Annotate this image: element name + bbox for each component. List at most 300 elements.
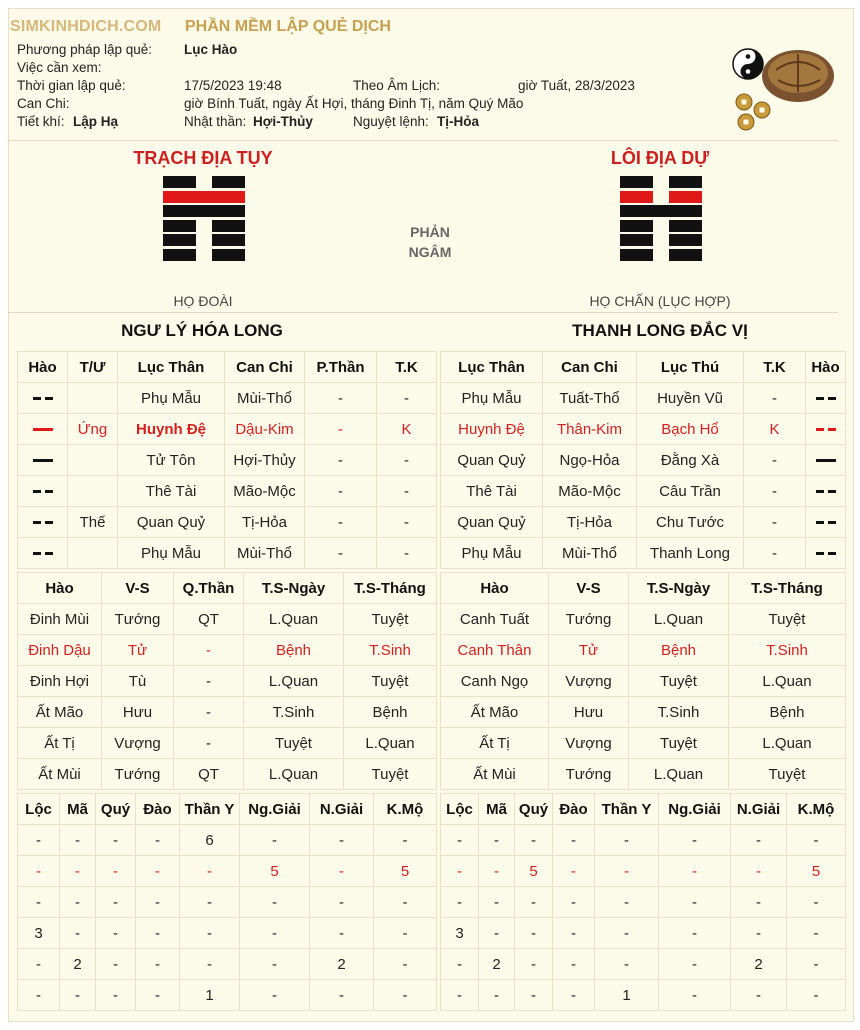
column-header: Lộc: [18, 794, 60, 825]
yin-line-icon: [33, 490, 53, 493]
table-row: [18, 759, 437, 790]
hexagram-line-yin: [620, 249, 702, 261]
table-cell: Tuyệt: [244, 728, 344, 759]
table-row: [18, 949, 437, 980]
table-cell: -: [96, 887, 136, 918]
table-cell: -: [180, 887, 240, 918]
relation-line-1: PHẢN: [410, 224, 450, 240]
column-header: Q.Thần: [174, 573, 244, 604]
table-cell: Tướng: [549, 604, 629, 635]
column-header: Hào: [18, 573, 102, 604]
table-cell: -: [96, 980, 136, 1011]
table-cell: Bệnh: [729, 697, 846, 728]
table-cell: -: [659, 887, 731, 918]
table-cell: -: [515, 918, 553, 949]
table-cell: -: [240, 825, 310, 856]
table-cell: Tuất-Thổ: [543, 383, 637, 414]
table-cell: Ất Mùi: [441, 759, 549, 790]
table-row: [441, 759, 846, 790]
table-cell: Mão-Mộc: [225, 476, 305, 507]
table-cell: L.Quan: [729, 728, 846, 759]
table-cell: -: [174, 635, 244, 666]
right-strength-table: [440, 572, 846, 790]
table-cell: Vượng: [549, 666, 629, 697]
table-cell: -: [659, 856, 731, 887]
hexagram-line-yang: [163, 205, 245, 217]
table-row: [18, 604, 437, 635]
table-cell: -: [310, 856, 374, 887]
left-star-header-row: [18, 794, 437, 825]
table-cell: -: [479, 887, 515, 918]
table-cell: -: [553, 887, 595, 918]
table-cell: -: [744, 507, 806, 538]
hexagram-line-yang: [163, 191, 245, 203]
table-row: [441, 414, 846, 445]
table-cell: -: [180, 856, 240, 887]
table-cell: Vượng: [549, 728, 629, 759]
table-cell: Tù: [102, 666, 174, 697]
table-cell: -: [305, 476, 377, 507]
column-header: Can Chi: [225, 352, 305, 383]
table-cell: L.Quan: [244, 604, 344, 635]
column-header: Mã: [479, 794, 515, 825]
table-cell: -: [240, 918, 310, 949]
table-cell: -: [374, 887, 437, 918]
table-cell: [18, 476, 68, 507]
column-header: T.S-Tháng: [344, 573, 437, 604]
hexagram-divider: [8, 312, 838, 313]
table-row: [441, 476, 846, 507]
table-cell: Canh Ngọ: [441, 666, 549, 697]
table-cell: -: [60, 856, 96, 887]
yin-line-icon: [816, 521, 836, 524]
table-cell: L.Quan: [729, 666, 846, 697]
table-cell: -: [595, 856, 659, 887]
table-cell: T.Sinh: [344, 635, 437, 666]
table-cell: Vượng: [102, 728, 174, 759]
table-row: [441, 507, 846, 538]
yang-line-segment: [620, 205, 702, 217]
table-cell: -: [515, 887, 553, 918]
yin-line-segment: [212, 249, 245, 261]
table-cell: 2: [60, 949, 96, 980]
table-cell: Tử Tôn: [118, 445, 225, 476]
table-cell: -: [479, 856, 515, 887]
relation-line-2: NGÂM: [408, 244, 452, 260]
table-cell: Quan Quỷ: [441, 507, 543, 538]
right-hao-header-row: [441, 352, 846, 383]
yin-line-segment: [620, 249, 653, 261]
table-cell: [806, 476, 846, 507]
table-cell: -: [553, 980, 595, 1011]
table-cell: Tuyệt: [344, 759, 437, 790]
table-cell: 5: [515, 856, 553, 887]
yin-line-segment: [669, 234, 702, 246]
changed-hexagram-name: LÔI ĐỊA DỰ: [610, 148, 710, 168]
column-header: Lục Thân: [118, 352, 225, 383]
hexagram-line-yin: [163, 176, 245, 188]
table-cell: Tị-Hỏa: [543, 507, 637, 538]
table-row: [441, 949, 846, 980]
table-cell: -: [441, 825, 479, 856]
column-header: Quý: [96, 794, 136, 825]
table-cell: L.Quan: [629, 604, 729, 635]
table-cell: K: [377, 414, 437, 445]
table-cell: -: [377, 507, 437, 538]
column-header: Đào: [136, 794, 180, 825]
table-cell: -: [731, 918, 787, 949]
table-cell: 3: [441, 918, 479, 949]
table-cell: -: [441, 949, 479, 980]
table-cell: Tuyệt: [629, 728, 729, 759]
table-row: [441, 825, 846, 856]
table-cell: -: [787, 825, 846, 856]
table-cell: Ngọ-Hỏa: [543, 445, 637, 476]
table-cell: Ất Mão: [441, 697, 549, 728]
table-row: [441, 887, 846, 918]
left-strength-table: [17, 572, 437, 790]
table-cell: 3: [18, 918, 60, 949]
table-cell: Câu Trần: [637, 476, 744, 507]
yin-line-segment: [163, 220, 196, 232]
table-cell: -: [96, 918, 136, 949]
table-cell: -: [377, 538, 437, 569]
table-cell: -: [441, 856, 479, 887]
table-cell: Quan Quỷ: [441, 445, 543, 476]
table-cell: -: [60, 825, 96, 856]
main-hexagram-diagram: [163, 176, 245, 286]
table-cell: 6: [180, 825, 240, 856]
column-header: Ng.Giải: [240, 794, 310, 825]
table-cell: Tử: [549, 635, 629, 666]
table-cell: Tướng: [102, 604, 174, 635]
table-row: [18, 887, 437, 918]
table-cell: -: [595, 918, 659, 949]
table-cell: -: [174, 728, 244, 759]
table-cell: -: [136, 918, 180, 949]
table-cell: -: [731, 825, 787, 856]
table-cell: -: [744, 383, 806, 414]
yin-line-segment: [163, 234, 196, 246]
table-cell: -: [479, 980, 515, 1011]
table-cell: Tuyệt: [344, 666, 437, 697]
yin-line-segment: [620, 234, 653, 246]
yin-line-icon: [816, 490, 836, 493]
canchi-label: Can Chi:: [17, 96, 70, 111]
column-header: Quý: [515, 794, 553, 825]
table-cell: -: [659, 825, 731, 856]
table-cell: Tướng: [102, 759, 174, 790]
yin-line-segment: [163, 176, 196, 188]
table-cell: -: [441, 887, 479, 918]
table-cell: -: [96, 949, 136, 980]
table-cell: -: [515, 825, 553, 856]
column-header: V-S: [549, 573, 629, 604]
table-cell: -: [305, 383, 377, 414]
table-cell: Mùi-Thổ: [225, 538, 305, 569]
table-cell: -: [180, 949, 240, 980]
table-cell: Đinh Mùi: [18, 604, 102, 635]
yin-line-segment: [212, 220, 245, 232]
table-cell: 5: [787, 856, 846, 887]
table-cell: -: [479, 918, 515, 949]
table-cell: -: [310, 918, 374, 949]
table-cell: -: [240, 949, 310, 980]
column-header: Hào: [18, 352, 68, 383]
table-row: [441, 728, 846, 759]
table-cell: -: [595, 825, 659, 856]
table-cell: Hợi-Thủy: [225, 445, 305, 476]
column-header: Lục Thân: [441, 352, 543, 383]
tietkhi-value: Lập Hạ: [73, 114, 119, 129]
table-row: [18, 538, 437, 569]
table-cell: L.Quan: [244, 666, 344, 697]
method-value: Lục Hào: [184, 42, 238, 57]
table-row: [18, 856, 437, 887]
table-cell: Canh Tuất: [441, 604, 549, 635]
right-hao-table: [440, 351, 846, 569]
table-row: [441, 445, 846, 476]
table-cell: T.Sinh: [244, 697, 344, 728]
relation-label: [380, 222, 480, 262]
table-cell: -: [174, 666, 244, 697]
yin-line-segment: [620, 176, 653, 188]
table-row: [18, 918, 437, 949]
table-cell: Phụ Mẫu: [441, 538, 543, 569]
table-cell: Tuyệt: [729, 604, 846, 635]
table-cell: T.Sinh: [729, 635, 846, 666]
left-subtitle: NGƯ LÝ HÓA LONG: [121, 321, 283, 340]
table-cell: -: [731, 980, 787, 1011]
table-cell: -: [180, 918, 240, 949]
matter-label: Việc cần xem:: [17, 60, 102, 75]
time-label: Thời gian lập quẻ:: [17, 78, 126, 93]
tietkhi-label: Tiết khí:: [17, 114, 65, 129]
table-cell: -: [515, 980, 553, 1011]
table-row: [18, 728, 437, 759]
column-header: K.Mộ: [787, 794, 846, 825]
table-cell: 5: [240, 856, 310, 887]
table-cell: -: [377, 445, 437, 476]
table-row: [441, 980, 846, 1011]
table-cell: Tuyệt: [729, 759, 846, 790]
table-cell: Dậu-Kim: [225, 414, 305, 445]
table-cell: -: [731, 887, 787, 918]
table-row: [441, 697, 846, 728]
yin-line-icon: [33, 552, 53, 555]
table-cell: -: [787, 949, 846, 980]
table-row: [18, 697, 437, 728]
table-cell: [806, 414, 846, 445]
table-cell: Mão-Mộc: [543, 476, 637, 507]
table-cell: Ất Mão: [18, 697, 102, 728]
table-cell: -: [377, 383, 437, 414]
table-cell: Thân-Kim: [543, 414, 637, 445]
table-cell: -: [60, 887, 96, 918]
table-cell: -: [744, 445, 806, 476]
hexagram-line-yin: [163, 234, 245, 246]
left-strength-header-row: [18, 573, 437, 604]
table-cell: 2: [310, 949, 374, 980]
table-cell: -: [479, 825, 515, 856]
table-cell: Tuyệt: [344, 604, 437, 635]
table-row: [18, 414, 437, 445]
table-cell: -: [744, 476, 806, 507]
table-row: [441, 918, 846, 949]
yin-line-segment: [620, 220, 653, 232]
table-cell: Bạch Hổ: [637, 414, 744, 445]
table-cell: -: [374, 825, 437, 856]
hexagram-line-yin: [620, 234, 702, 246]
yang-line-segment: [163, 205, 245, 217]
table-cell: 5: [374, 856, 437, 887]
table-cell: L.Quan: [344, 728, 437, 759]
table-cell: Thế: [68, 507, 118, 538]
table-cell: -: [18, 949, 60, 980]
table-cell: -: [377, 476, 437, 507]
yin-line-segment: [212, 234, 245, 246]
app-title: PHẦN MỀM LẬP QUẺ DỊCH: [185, 18, 391, 35]
yin-line-segment: [212, 176, 245, 188]
table-row: [18, 666, 437, 697]
changed-hexagram-house: HỌ CHẤN (LỤC HỢP): [589, 293, 731, 309]
table-cell: 1: [180, 980, 240, 1011]
left-hao-header-row: [18, 352, 437, 383]
table-cell: -: [659, 949, 731, 980]
brand-link[interactable]: SIMKINHDICH.COM: [10, 18, 162, 35]
table-cell: Bệnh: [244, 635, 344, 666]
column-header: Lộc: [441, 794, 479, 825]
table-row: [18, 980, 437, 1011]
table-cell: -: [18, 856, 60, 887]
right-star-table: [440, 793, 846, 1011]
table-cell: -: [595, 949, 659, 980]
table-cell: Chu Tước: [637, 507, 744, 538]
yang-line-icon: [33, 459, 53, 462]
table-cell: [68, 476, 118, 507]
table-cell: T.Sinh: [629, 697, 729, 728]
table-cell: [18, 445, 68, 476]
table-cell: [68, 383, 118, 414]
table-cell: [18, 538, 68, 569]
yin-line-segment: [669, 249, 702, 261]
table-cell: Đinh Hợi: [18, 666, 102, 697]
hexagram-line-yin: [163, 220, 245, 232]
table-cell: [68, 445, 118, 476]
column-header: T.K: [377, 352, 437, 383]
yin-line-icon: [816, 552, 836, 555]
column-header: Hào: [441, 573, 549, 604]
table-row: [18, 635, 437, 666]
changed-hexagram-diagram: [620, 176, 702, 286]
yin-line-segment: [669, 220, 702, 232]
table-cell: Thê Tài: [118, 476, 225, 507]
table-row: [441, 383, 846, 414]
time-value: 17/5/2023 19:48: [184, 78, 282, 93]
table-cell: QT: [174, 759, 244, 790]
column-header: V-S: [102, 573, 174, 604]
table-cell: -: [310, 887, 374, 918]
column-header: Ng.Giải: [659, 794, 731, 825]
table-cell: [806, 507, 846, 538]
table-cell: Ất Tị: [441, 728, 549, 759]
table-row: [441, 666, 846, 697]
column-header: T.S-Ngày: [244, 573, 344, 604]
table-cell: Huyền Vũ: [637, 383, 744, 414]
table-cell: -: [515, 949, 553, 980]
table-cell: -: [305, 538, 377, 569]
column-header: Lục Thú: [637, 352, 744, 383]
yin-line-icon: [816, 428, 836, 431]
yin-line-icon: [816, 397, 836, 400]
table-cell: [18, 507, 68, 538]
table-cell: Huynh Đệ: [118, 414, 225, 445]
right-strength-header-row: [441, 573, 846, 604]
table-cell: Hưu: [549, 697, 629, 728]
table-cell: -: [787, 918, 846, 949]
table-cell: Ứng: [68, 414, 118, 445]
table-row: [18, 825, 437, 856]
info-header: [10, 10, 710, 130]
table-cell: -: [60, 918, 96, 949]
table-cell: -: [136, 887, 180, 918]
table-cell: Ất Mùi: [18, 759, 102, 790]
table-cell: -: [18, 825, 60, 856]
column-header: T/Ư: [68, 352, 118, 383]
header-divider: [8, 140, 838, 141]
column-header: N.Giải: [731, 794, 787, 825]
column-header: Mã: [60, 794, 96, 825]
column-header: Can Chi: [543, 352, 637, 383]
hexagram-line-yin: [620, 191, 702, 203]
table-cell: Phụ Mẫu: [118, 538, 225, 569]
table-row: [18, 476, 437, 507]
lunar-value: giờ Tuất, 28/3/2023: [518, 78, 635, 93]
yin-line-icon: [33, 397, 53, 400]
table-cell: -: [240, 887, 310, 918]
table-row: [441, 856, 846, 887]
table-cell: QT: [174, 604, 244, 635]
table-cell: -: [240, 980, 310, 1011]
table-cell: Phụ Mẫu: [118, 383, 225, 414]
table-cell: -: [553, 825, 595, 856]
table-cell: K: [744, 414, 806, 445]
table-cell: -: [174, 697, 244, 728]
table-cell: Thanh Long: [637, 538, 744, 569]
table-cell: -: [553, 949, 595, 980]
table-row: [18, 507, 437, 538]
column-header: T.S-Tháng: [729, 573, 846, 604]
table-cell: Đằng Xà: [637, 445, 744, 476]
table-cell: -: [136, 825, 180, 856]
table-cell: [806, 383, 846, 414]
yang-line-icon: [816, 459, 836, 462]
table-cell: [18, 383, 68, 414]
table-cell: Tuyệt: [629, 666, 729, 697]
table-cell: -: [787, 980, 846, 1011]
hexagram-line-yin: [620, 220, 702, 232]
table-cell: Mùi-Thổ: [225, 383, 305, 414]
table-cell: L.Quan: [629, 759, 729, 790]
lunar-label: Theo Âm Lịch:: [353, 78, 441, 93]
table-cell: Tử: [102, 635, 174, 666]
table-cell: -: [310, 980, 374, 1011]
table-cell: Tướng: [549, 759, 629, 790]
table-cell: Phụ Mẫu: [441, 383, 543, 414]
table-cell: L.Quan: [244, 759, 344, 790]
main-hexagram-name: TRẠCH ĐỊA TỤY: [133, 148, 273, 168]
yin-line-segment: [620, 191, 653, 203]
